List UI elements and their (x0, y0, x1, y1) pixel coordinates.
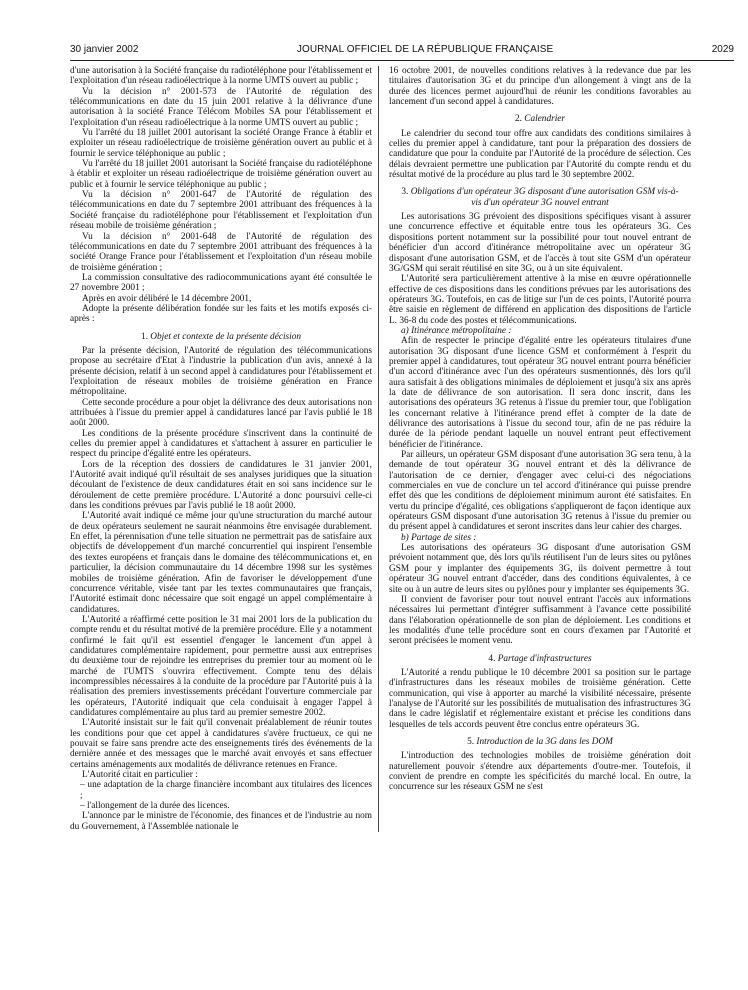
section-number: 5. (467, 736, 475, 747)
section-title: Introduction de la 3G dans les DOM (476, 736, 613, 747)
section-number: 2. (514, 114, 522, 125)
paragraph: Par la présente décision, l'Autorité de régulation des télécommunications propose au secrétaire d'Etat à l'industrie la publication d'un avis, annexé à la présente décision, relatif à un second appel à candidatures pour l'établissement et l'exploitation de réseaux mobiles de troisième génération en France métropolitaine. (70, 345, 372, 398)
subsection-label: b) Partage de sites : (401, 532, 477, 543)
paragraph: Vu la décision n° 2001-648 de l'Autorité de régulation des télécommunications en date du 7 septembre 2001 attribuant des fréquences à la société Orange France pour l'établissement et l'exploitation d'un réseau mobile de troisième génération ; (70, 231, 372, 273)
paragraph: Vu la décision n° 2001-573 de l'Autorité de régulation des télécommunications en date du 15 juin 2001 relative à la délivrance d'une autorisation à la société France Télécom Mobiles SA pour l'établissement et l'exploitation d'un réseau radioélectrique à la norme UMTS ouvert au public ; (70, 86, 372, 128)
section-heading-2 (389, 114, 691, 124)
header-date: 30 janvier 2002 (70, 44, 139, 55)
paragraph: L'introduction des technologies mobiles de troisième génération doit naturellement pouvoir s'étendre aux départements d'outre-mer. Toutefois, il convient de prendre en compte les spécificités du marché local. En outre, la concurrence sur les réseaux GSM ne s'est (389, 751, 691, 793)
header-journal-title: JOURNAL OFFICIEL DE LA RÉPUBLIQUE FRANÇAISE (296, 44, 554, 55)
paragraph: Après en avoir délibéré le 14 décembre 2001, (82, 293, 252, 304)
paragraph: L'Autorité a réaffirmé cette position le 31 mai 2001 lors de la publication du compte rendu et du résultat motivé de la première procédure. Elle y a notamment confirmé le fait qu'il est essentiel d'engager le lancement d'un appel à candidatures complémentaire rapidement, pour permettre aussi aux entreprises du deuxième tour de rejoindre les entreprises du premier tour au moment où le marché de l'UMTS s'ouvrira effectivement. Compte tenu des délais incompressibles nécessaires à la conduite de la procédure par l'Autorité puis à la réalisation des premiers investissements précédant l'ouverture commerciale par les opérateurs, l'Autorité indiquait que cela conduisait à engager l'appel à candidatures complémentaire au plus tard au premier semestre 2002. (70, 614, 372, 718)
paragraph: Les autorisations 3G prévoient des dispositions spécifiques visant à assurer une concurrence effective et équitable entre tous les opérateurs 3G. Ces dispositions portent notamment sur la possibilité pour tout nouvel entrant de bénéficier d'un accord d'itinérance métropolitaine avec un opérateur 3G disposant d'une autorisation GSM, et de l'accès à tout site GSM d'un opérateur 3G/GSM qui serait réutilisé en site 3G, ou à un site équivalent. (389, 212, 691, 274)
left-column (70, 66, 379, 832)
section-heading-4 (389, 654, 691, 664)
subsection-label: a) Itinérance métropolitaine : (401, 325, 512, 336)
list-item: – l'allongement de la durée des licences. (80, 801, 230, 812)
section-heading-3 (389, 187, 691, 208)
paragraph: Les autorisations des opérateurs 3G disposant d'une autorisation GSM prévoient notamment que, dès lors qu'ils réutilisent l'un de leurs sites ou pylônes GSM pour y implanter des équipements 3G, ils doivent permettre à tout opérateur 3G nouvel entrant d'accéder, dans des conditions équivalentes, à ce site ou à un autre de leurs sites ou pylônes pour y implanter ses équipements 3G. (389, 543, 691, 595)
paragraph: Lors de la réception des dossiers de candidatures le 31 janvier 2001, l'Autorité avait indiqué qu'il résultait de ses analyses juridiques que la situation découlant de l'existence de deux candidatures était en soi sans incidence sur le déroulement de cette première procédure. L'Autorité a donc poursuivi celle-ci dans les conditions prévues par l'avis publié le 18 août 2000. (70, 459, 372, 512)
paragraph: L'Autorité sera particulièrement attentive à la mise en œuvre opérationnelle effective de ces dispositions dans les conditions prévues par les autorisations des opérateurs 3G. Toutefois, en cas de litige sur l'un de ces points, l'Autorité pourra être saisie en règlement de différend en application des dispositions de l'article L. 36-8 du code des postes et télécommunications. (389, 274, 691, 326)
section-title: Calendrier (524, 114, 566, 125)
paragraph: Vu l'arrêté du 18 juillet 2001 autorisant la société Orange France à établir et exploiter un réseau radioélectrique de troisième génération ouvert au public et à fournir le service téléphonique au public ; (70, 128, 372, 159)
paragraph: d'une autorisation à la Société française du radiotéléphone pour l'établissement et l'exploitation d'un réseau radioélectrique à la norme UMTS ouvert au public ; (70, 66, 372, 87)
paragraph: La commission consultative des radiocommunications ayant été consultée le 27 novembre 2001 ; (70, 272, 372, 294)
section-heading-1 (70, 332, 372, 342)
section-title: Partage d'infrastructures (497, 653, 592, 664)
text-columns (70, 66, 734, 832)
paragraph: L'Autorité a rendu publique le 10 décembre 2001 sa position sur le partage d'infrastructures dans les réseaux mobiles de troisième génération. Cette communication, qui vise à apporter au marché la visibilité nécessaire, présente l'analyse de l'Autorité sur les possibilités de mutualisation des infrastructures 3G dans le cadre législatif et réglementaire existant et précise les conditions dans lesquelles de tels accords peuvent être conclus entre opérateurs 3G. (389, 667, 691, 730)
section-title: Objet et contexte de la présente décision (150, 331, 302, 342)
page-header (70, 0, 734, 61)
paragraph: L'annonce par le ministre de l'économie, des finances et de l'industrie au nom du Gouvernement, à l'Assemblée nationale le (70, 811, 372, 832)
paragraph: Les conditions de la présente procédure s'inscrivent dans la continuité de celles du premier appel à candidatures et s'attachent à assurer en particulier le respect du principe d'égalité entre les opérateurs. (70, 428, 372, 460)
paragraph: L'Autorité insistait sur le fait qu'il convenait préalablement de réunir toutes les conditions pour que cet appel à candidatures s'avère fructueux, ce qui ne pouvait se faire sans prendre acte des enseignements tirés des événements de la dernière année et des messages que le marché avait envoyés et sans effectuer certains aménagements aux modalités de délivrance retenues en France. (70, 718, 372, 770)
paragraph: Adopte la présente délibération fondée sur les faits et les motifs exposés ci-après : (70, 303, 372, 325)
header-page-number: 2029 (711, 44, 734, 55)
paragraph: Vu l'arrêté du 18 juillet 2001 autorisant la Société française du radiotéléphone à établir et exploiter un réseau radioélectrique de troisième génération ouvert au public et à fournir le service téléphonique au public ; (70, 159, 372, 190)
paragraph: Afin de respecter le principe d'égalité entre les opérateurs titulaires d'une autorisation 3G disposant d'une licence GSM et conformément à l'esprit du premier appel à candidatures, tout opérateur 3G nouvel entrant pourra bénéficier d'un accord d'itinérance avec l'un des opérateurs susmentionnés, dès lors qu'il aura satisfait à des obligations minimales de déploiement et jusqu'à six ans après la date de délivrance de son autorisation. Il sera donc inscrit, dans les autorisations des opérateurs 3G retenus à l'issue du premier tour, que l'obligation les concernant relative à l'itinérance prend effet à compter de la date de délivrance des autorisations à l'issue du second tour, afin de ne pas réduire la durée de la période pendant laquelle un nouvel entrant peut effectivement bénéficier de l'itinérance. (389, 336, 691, 450)
paragraph: Il convient de favoriser pour tout nouvel entrant l'accès aux informations nécessaires lui permettant d'intégrer suffisamment à l'avance cette possibilité dans l'élaboration opérationnelle de son plan de déploiement. Les conditions et les modalités d'une telle procédure sont en cours d'examen par l'Autorité et seront précisées le moment venu. (389, 594, 691, 647)
paragraph: Par ailleurs, un opérateur GSM disposant d'une autorisation 3G sera tenu, à la demande de tout opérateur 3G nouvel entrant et dès la délivrance de l'autorisation de ce dernier, d'engager avec celui-ci des négociations commerciales en vue de conclure un tel accord d'itinérance qui puisse prendre effet dès que les conditions de déploiement minimum auront été satisfaites. En vertu du principe d'égalité, ces obligations s'appliqueront de façon identique aux opérateurs GSM disposant d'une autorisation 3G retenus à l'issue du premier ou du présent appel à candidatures et seront inscrites dans leur cahier des charges. (389, 450, 691, 533)
paragraph: L'Autorité avait indiqué ce même jour qu'une structuration du marché autour de deux opérateurs seulement ne saurait néanmoins être envisagée durablement. En effet, la pérennisation d'une telle situation ne permettrait pas de satisfaire aux objectifs de développement d'un marché concurrentiel qui inspirent l'ensemble des textes européens et français dans le domaine des télécommunications et, en particulier, la décision communautaire du 14 décembre 1998 sur les systèmes mobiles de troisième génération. Afin de favoriser le développement d'une concurrence véritable, visée tant par les textes communautaires que français, l'Autorité estimait donc nécessaire que soit engagé un appel complémentaire à candidatures. (70, 511, 372, 615)
section-heading-5 (389, 737, 691, 747)
paragraph: 16 octobre 2001, de nouvelles conditions relatives à la redevance due par les titulaires d'autorisation 3G et du principe d'un allongement à vingt ans de la durée des licences permet aujourd'hui de réunir les conditions favorables au lancement d'un second appel à candidatures. (389, 66, 691, 108)
paragraph: L'Autorité citait en particulier : (82, 770, 198, 781)
paragraph: Vu la décision n° 2001-647 de l'Autorité de régulation des télécommunications en date du 7 septembre 2001 attribuant des fréquences à la Société française du radiotéléphone pour l'établissement et l'exploitation d'un réseau mobile de troisième génération ; (70, 190, 372, 232)
section-title: Obligations d'un opérateur 3G disposant d'une autorisation GSM vis-à-vis d'un opérateur 3G nouvel entrant (410, 187, 679, 208)
list-item: – une adaptation de la charge financière incombant aux titulaires des licences ; (80, 780, 372, 801)
paragraph: Le calendrier du second tour offre aux candidats des conditions similaires à celles du premier appel à candidature, tant pour la préparation des dossiers de candidature que pour la conduite par l'Autorité de la procédure de sélection. Ces délais devraient permettre une publication par l'Autorité du compte rendu et du résultat motivé de la procédure au plus tard le 30 septembre 2002. (389, 128, 691, 181)
section-number: 4. (488, 653, 496, 664)
right-column (389, 66, 691, 832)
section-number: 1. (140, 331, 148, 342)
paragraph: Cette seconde procédure a pour objet la délivrance des deux autorisations non attribuées à l'issue du premier appel à candidatures lancé par l'avis publié le 18 août 2000. (70, 397, 372, 429)
section-number: 3. (401, 187, 409, 198)
